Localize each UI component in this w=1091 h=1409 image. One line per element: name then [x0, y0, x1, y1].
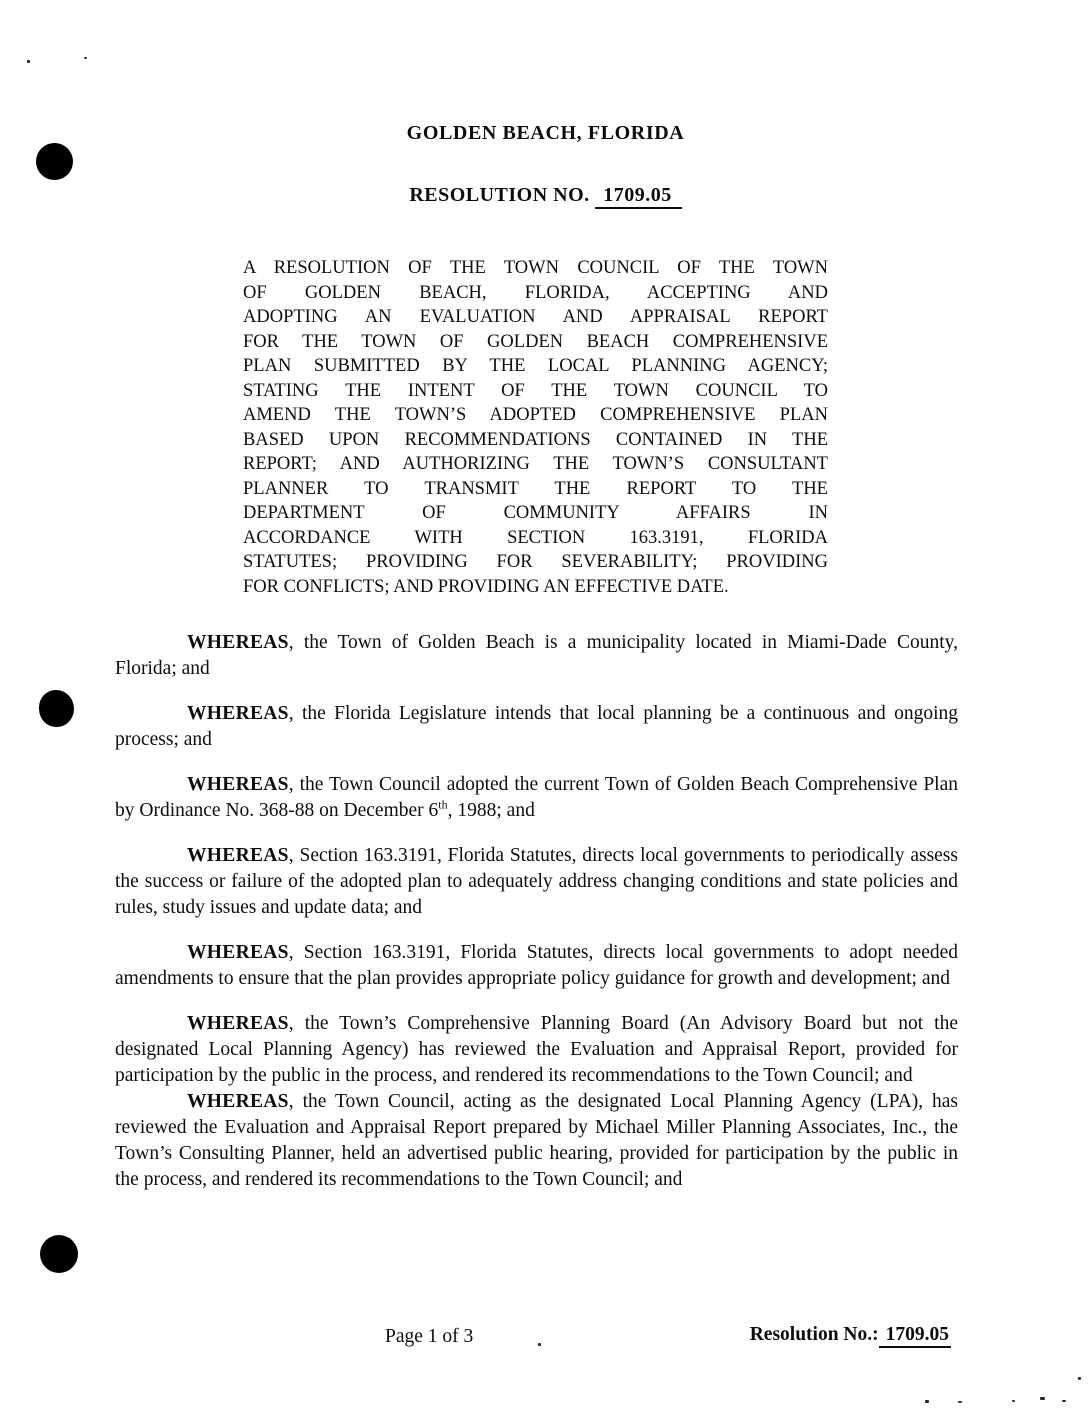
scan-speck	[1078, 1377, 1081, 1380]
scan-speck	[1012, 1400, 1015, 1402]
title-line: BASED UPON RECOMMENDATIONS CONTAINED IN THE	[243, 429, 828, 450]
hole-punch-mark-middle	[39, 690, 74, 727]
title-line: FOR THE TOWN OF GOLDEN BEACH COMPREHENSIVE	[243, 331, 828, 352]
title-line: FOR CONFLICTS; AND PROVIDING AN EFFECTIVE DATE.	[243, 576, 729, 597]
resolution-number: 1709.05	[595, 184, 682, 209]
whereas-paragraph: WHEREAS, Section 163.3191, Florida Statutes, directs local governments to adopt needed amendments to ensure that the plan provides appropriate policy guidance for growth and development; and	[115, 942, 958, 989]
title-line: PLANNER TO TRANSMIT THE REPORT TO THE	[243, 478, 828, 499]
scan-speck	[1062, 1400, 1066, 1402]
title-line: ACCORDANCE WITH SECTION 163.3191, FLORIDA	[243, 527, 828, 548]
title-line: PLAN SUBMITTED BY THE LOCAL PLANNING AGENCY;	[243, 356, 828, 376]
whereas-paragraph: WHEREAS, the Florida Legislature intends that local planning be a continuous and ongoing process; and	[115, 703, 958, 750]
title-line: DEPARTMENT OF COMMUNITY AFFAIRS IN	[243, 503, 828, 523]
title-line: STATING THE INTENT OF THE TOWN COUNCIL TO	[243, 380, 828, 401]
scan-speck	[84, 57, 87, 59]
scan-speck	[925, 1400, 929, 1403]
whereas-section	[115, 630, 958, 1193]
whereas-paragraph: WHEREAS, the Town Council adopted the current Town of Golden Beach Comprehensive Plan by Ordinance No. 368-88 on December 6th, 1988; and	[115, 774, 958, 821]
footer-resolution	[750, 1324, 951, 1346]
whereas-paragraph: WHEREAS, the Town Council, acting as the designated Local Planning Agency (LPA), has reviewed the Evaluation and Appraisal Report prepared by Michael Miller Planning Associates, Inc., the Town’s Consulting Planner, held an advertised public hearing, provided for participation by the public in the process, and rendered its recommendations to the Town Council; and	[115, 1091, 958, 1190]
title-line: REPORT; AND AUTHORIZING THE TOWN’S CONSULTANT	[243, 454, 828, 474]
title-line: A RESOLUTION OF THE TOWN COUNCIL OF THE TOWN	[243, 258, 828, 278]
scan-speck	[27, 60, 30, 63]
page-number: Page 1 of 3	[385, 1326, 474, 1347]
title-line: AMEND THE TOWN’S ADOPTED COMPREHENSIVE PLAN	[243, 405, 828, 425]
resolution-title-block	[243, 256, 828, 599]
hole-punch-mark-top	[36, 143, 73, 180]
title-line: ADOPTING AN EVALUATION AND APPRAISAL REPORT	[243, 307, 828, 327]
scan-speck	[1040, 1397, 1045, 1400]
whereas-paragraph: WHEREAS, the Town’s Comprehensive Planning Board (An Advisory Board but not the designated Local Planning Agency) has reviewed the Evaluation and Appraisal Report, provided for participation by the public in the process, and rendered its recommendations to the Town Council; and	[115, 1013, 958, 1086]
title-line: OF GOLDEN BEACH, FLORIDA, ACCEPTING AND	[243, 282, 828, 303]
footer-resolution-number: 1709.05	[879, 1324, 951, 1348]
resolution-heading	[0, 184, 1091, 207]
whereas-paragraph: WHEREAS, Section 163.3191, Florida Statutes, directs local governments to periodically assess the success or failure of the adopted plan to adequately address changing conditions and state policies and rules, study issues and update data; and	[115, 845, 958, 918]
hole-punch-mark-bottom	[40, 1235, 78, 1273]
whereas-paragraph: WHEREAS, the Town of Golden Beach is a municipality located in Miami-Dade County, Florida; and	[115, 632, 958, 679]
document-title: GOLDEN BEACH, FLORIDA	[406, 122, 685, 144]
scan-speck	[958, 1401, 962, 1403]
title-line: STATUTES; PROVIDING FOR SEVERABILITY; PROVIDING	[243, 552, 828, 572]
page-footer	[0, 1324, 1091, 1354]
footer-resolution-label: Resolution No.:	[749, 1324, 879, 1345]
resolution-heading-label: RESOLUTION NO.	[409, 184, 590, 206]
